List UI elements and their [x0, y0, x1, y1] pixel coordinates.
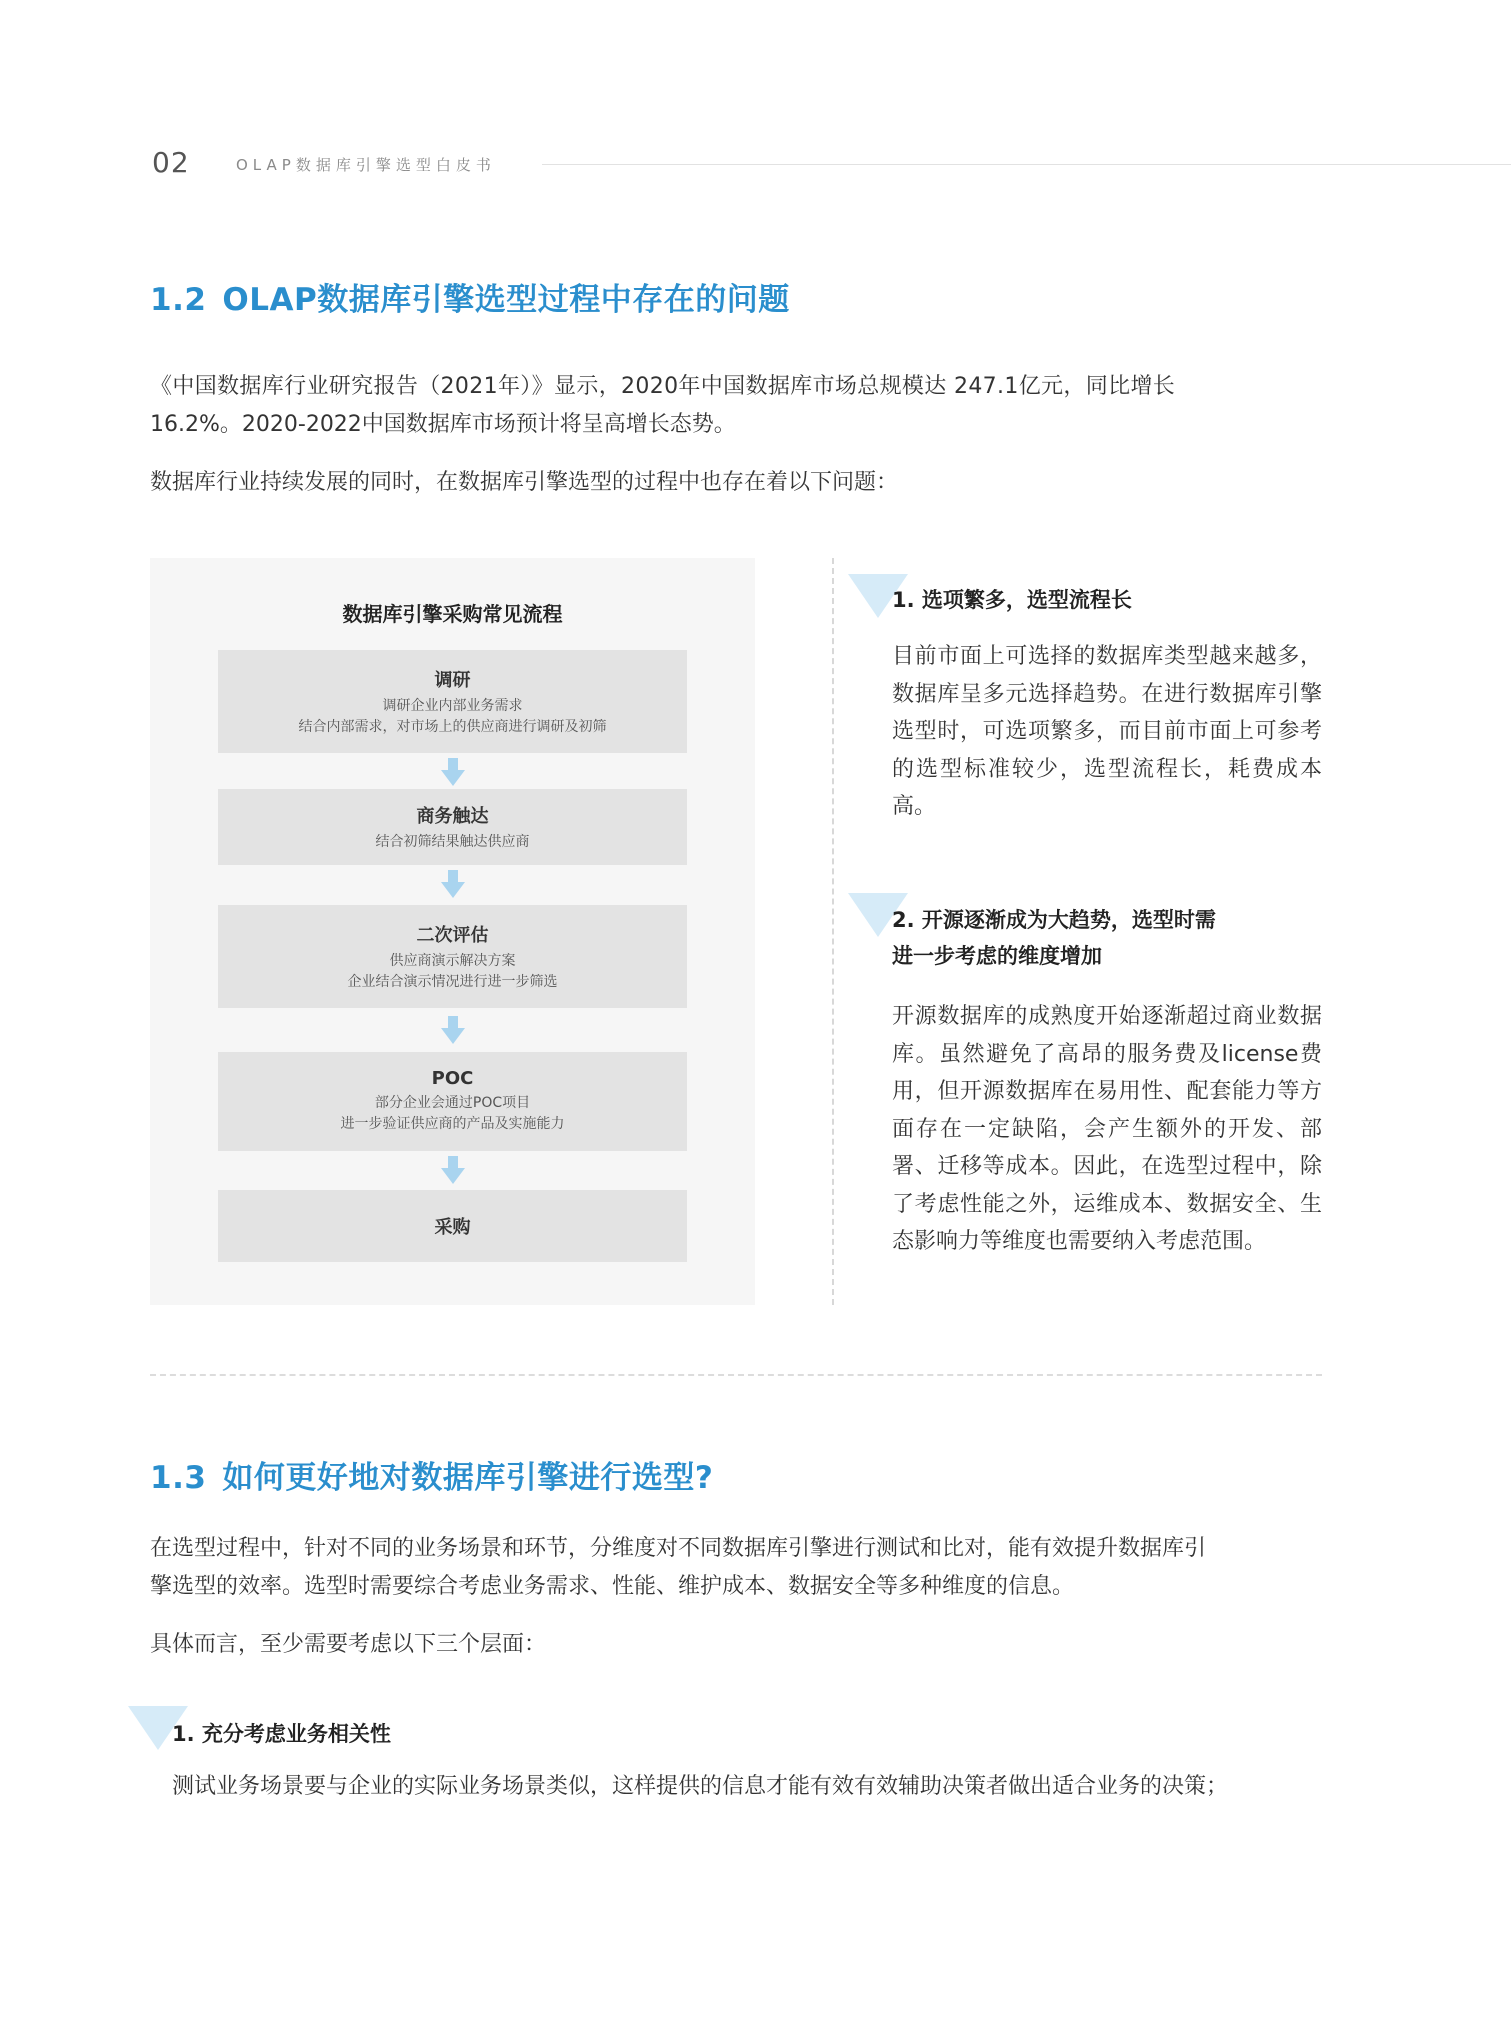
section-1-2-paragraph-2: 数据库行业持续发展的同时，在数据库引擎选型的过程中也存在着以下问题：	[150, 470, 899, 495]
section-1-2-heading	[150, 274, 790, 319]
point-1-title: 1. 充分考虑业务相关性	[172, 1722, 391, 1746]
arrow-down-icon	[441, 1016, 465, 1044]
section-title: OLAP数据库引擎选型过程中存在的问题	[222, 282, 790, 318]
flow-step-desc: 结合初筛结果触达供应商	[375, 833, 530, 850]
flow-step-desc: 结合内部需求，对市场上的供应商进行调研及初筛	[298, 718, 607, 735]
section-number: 1.3	[150, 1460, 207, 1496]
flow-step-business-contact	[218, 789, 687, 865]
section-1-3-paragraph-2: 具体而言，至少需要考虑以下三个层面：	[150, 1632, 547, 1657]
section-number: 1.2	[150, 282, 207, 318]
section-divider	[150, 1374, 1322, 1376]
flow-step-research	[218, 650, 687, 753]
procurement-flow-panel	[150, 558, 755, 1305]
problem-1-body: 目前市面上可选择的数据库类型越来越多，数据库呈多元选择趋势。在进行数据库引擎选型时，可选项繁多，而目前市面上可参考的选型标准较少，选型流程长，耗费成本高。	[892, 644, 1322, 819]
page-number: 02	[152, 146, 190, 179]
paragraph-line: 在选型过程中，针对不同的业务场景和环节，分维度对不同数据库引擎进行测试和比对，能有效提升数据库引	[150, 1536, 1207, 1561]
problem-2-title	[892, 902, 1332, 974]
problem-1-title: 1. 选项繁多，选型流程长	[892, 588, 1132, 612]
problem-2-title-line: 2. 开源逐渐成为大趋势，选型时需	[892, 908, 1216, 932]
arrow-down-icon	[441, 1156, 465, 1184]
arrow-down-icon	[441, 758, 465, 786]
flow-step-desc: 供应商演示解决方案	[389, 952, 516, 969]
section-title: 如何更好地对数据库引擎进行选型?	[222, 1460, 714, 1496]
problem-2-body: 开源数据库的成熟度开始逐渐超过商业数据库。虽然避免了高昂的服务费及license费用，但开源数据库在易用性、配套能力等方面存在一定缺陷，会产生额外的开发、部署、迁移等成本。因此，在选型过程中，除了考虑性能之外，运维成本、数据安全、生态影响力等维度也需要纳入考虑范围。	[892, 1004, 1322, 1254]
flow-step-desc: 调研企业内部业务需求	[382, 697, 523, 714]
problem-2-title-line: 进一步考虑的维度增加	[892, 944, 1102, 968]
flow-step-title: 二次评估	[416, 924, 489, 946]
column-divider	[832, 558, 834, 1305]
paragraph-line: 《中国数据库行业研究报告（2021年）》显示，2020年中国数据库市场总规模达 247.1亿元，同比增长	[150, 374, 1176, 399]
flow-step-title: POC	[431, 1068, 474, 1089]
section-1-3-heading	[150, 1452, 713, 1497]
section-1-3-paragraph-1	[150, 1530, 1322, 1606]
flow-step-desc: 进一步验证供应商的产品及实施能力	[340, 1116, 565, 1132]
section-1-2-paragraph-1	[150, 368, 1322, 444]
arrow-down-icon	[441, 870, 465, 898]
flow-step-title: 调研	[434, 669, 471, 691]
flow-title: 数据库引擎采购常见流程	[342, 602, 563, 626]
header-divider	[542, 164, 1511, 165]
point-1-body: 测试业务场景要与企业的实际业务场景类似，这样提供的信息才能有效有效辅助决策者做出适合业务的决策；	[172, 1774, 1229, 1799]
flow-step-title: 商务触达	[416, 805, 489, 827]
flow-step-procurement	[218, 1190, 687, 1262]
paragraph-line: 擎选型的效率。选型时需要综合考虑业务需求、性能、维护成本、数据安全等多种维度的信息。	[150, 1574, 1075, 1599]
paragraph-line: 16.2%。2020-2022中国数据库市场预计将呈高增长态势。	[150, 412, 736, 437]
flow-step-desc: 部分企业会通过POC项目	[374, 1095, 531, 1111]
flow-step-poc	[218, 1052, 687, 1151]
flow-step-desc: 企业结合演示情况进行进一步筛选	[347, 973, 558, 990]
flow-step-title: 采购	[434, 1217, 471, 1238]
document-title: OLAP数据库引擎选型白皮书	[236, 156, 496, 174]
flow-step-second-evaluation	[218, 905, 687, 1008]
